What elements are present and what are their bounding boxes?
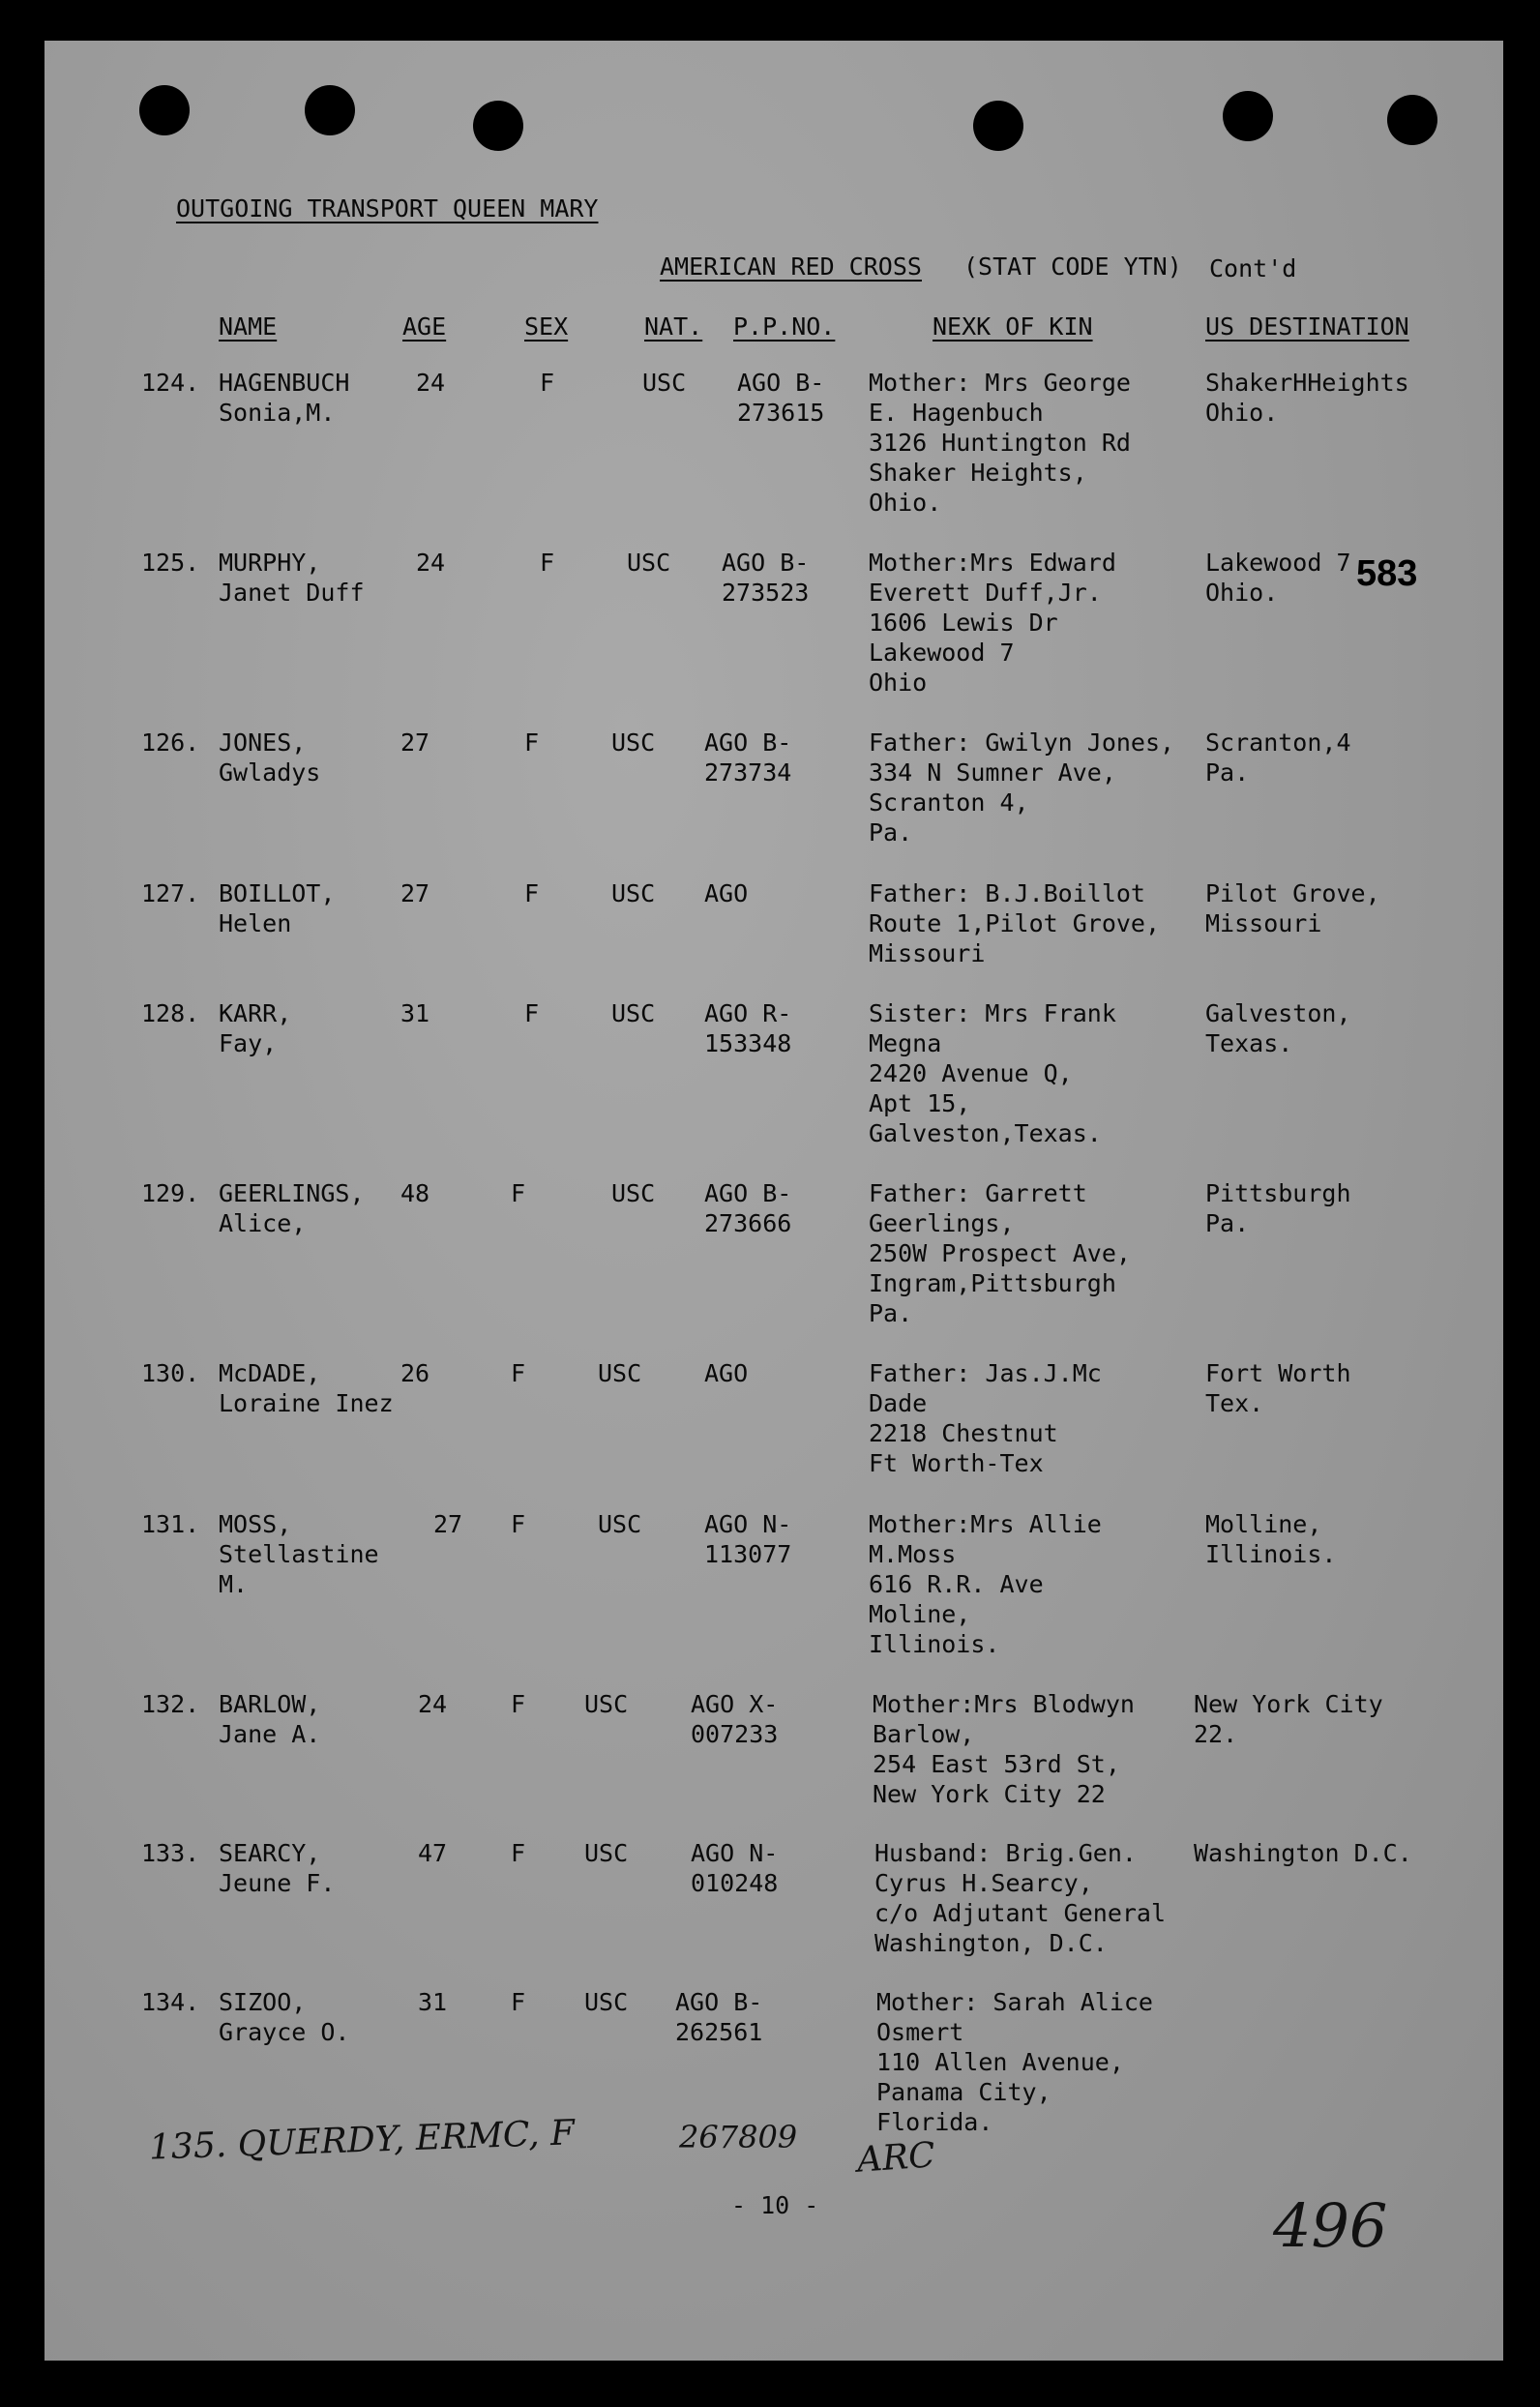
destination: ShakerHHeights Ohio. <box>1205 369 1409 427</box>
punch-hole <box>473 101 523 151</box>
next-of-kin: Mother:Mrs Edward Everett Duff,Jr. 1606 Lewis Dr Lakewood 7 Ohio <box>869 549 1116 697</box>
column-header-pp: P.P.NO. <box>733 312 836 341</box>
passenger-name: SEARCY, Jeune F. <box>219 1839 336 1897</box>
passenger-age: 31 <box>418 1988 448 2016</box>
row-number: 124. <box>141 369 200 397</box>
passport-number: AGO B- 273666 <box>704 1179 792 1237</box>
passenger-nationality: USC <box>598 1359 642 1387</box>
row-number: 128. <box>141 999 200 1027</box>
handwritten-arc: ARC <box>855 2135 936 2181</box>
column-header-kin: NEXK OF KIN <box>933 312 1093 341</box>
destination: Molline, Illinois. <box>1205 1510 1337 1568</box>
row-number: 131. <box>141 1510 200 1538</box>
next-of-kin: Father: Garrett Geerlings, 250W Prospect Ave, Ingram,Pittsburgh Pa. <box>869 1179 1131 1327</box>
handwritten-number: 267809 <box>679 2119 798 2155</box>
row-number: 134. <box>141 1988 200 2016</box>
destination: Fort Worth Tex. <box>1205 1359 1351 1417</box>
passenger-sex: F <box>511 1179 526 1207</box>
passenger-name: BARLOW, Jane A. <box>219 1690 321 1748</box>
passenger-age: 26 <box>400 1359 430 1387</box>
row-number: 126. <box>141 728 200 757</box>
passenger-sex: F <box>524 728 540 757</box>
next-of-kin: Sister: Mrs Frank Megna 2420 Avenue Q, Apt 15, Galveston,Texas. <box>869 999 1116 1147</box>
next-of-kin: Husband: Brig.Gen. Cyrus H.Searcy, c/o Adjutant General Washington, D.C. <box>874 1839 1167 1957</box>
passenger-age: 24 <box>418 1690 448 1718</box>
passenger-sex: F <box>524 999 540 1027</box>
passenger-sex: F <box>511 1359 526 1387</box>
next-of-kin: Mother: Sarah Alice Osmert 110 Allen Avenue, Panama City, Florida. <box>876 1988 1153 2136</box>
passport-number: AGO N- 010248 <box>691 1839 779 1897</box>
passenger-age: 31 <box>400 999 430 1027</box>
passenger-name: JONES, Gwladys <box>219 728 321 787</box>
passenger-nationality: USC <box>584 1839 629 1867</box>
passenger-name: BOILLOT, Helen <box>219 879 336 937</box>
passenger-nationality: USC <box>611 1179 656 1207</box>
punch-hole <box>1387 95 1437 145</box>
passenger-sex: F <box>524 879 540 907</box>
column-header-name: NAME <box>219 312 278 341</box>
passenger-age: 48 <box>400 1179 430 1207</box>
next-of-kin: Father: Jas.J.Mc Dade 2218 Chestnut Ft Worth-Tex <box>869 1359 1102 1477</box>
passenger-age: 24 <box>416 369 446 397</box>
passenger-sex: F <box>511 1988 526 2016</box>
punch-hole <box>305 85 355 135</box>
destination: Pilot Grove, Missouri <box>1205 879 1380 937</box>
row-number: 130. <box>141 1359 200 1387</box>
passenger-sex: F <box>540 549 555 577</box>
passenger-nationality: USC <box>627 549 671 577</box>
passenger-nationality: USC <box>611 728 656 757</box>
passenger-nationality: USC <box>598 1510 642 1538</box>
continued-label: Cont'd <box>1209 254 1297 282</box>
handwritten-folio-number: 496 <box>1273 2190 1388 2261</box>
passenger-age: 24 <box>416 549 446 577</box>
passport-number: AGO N- 113077 <box>704 1510 792 1568</box>
passenger-age: 47 <box>418 1839 448 1867</box>
page-number: - 10 - <box>731 2191 819 2219</box>
row-number: 132. <box>141 1690 200 1718</box>
next-of-kin: Father: Gwilyn Jones, 334 N Sumner Ave, Scranton 4, Pa. <box>869 728 1175 847</box>
passenger-sex: F <box>511 1839 526 1867</box>
destination: Pittsburgh Pa. <box>1205 1179 1351 1237</box>
next-of-kin: Mother:Mrs Allie M.Moss 616 R.R. Ave Moline, Illinois. <box>869 1510 1102 1658</box>
passport-number: AGO B- 273734 <box>704 728 792 787</box>
destination: Lakewood 7 Ohio. <box>1205 549 1351 607</box>
passenger-nationality: USC <box>584 1690 629 1718</box>
passenger-name: SIZOO, Grayce O. <box>219 1988 350 2046</box>
organization-name: AMERICAN RED CROSS <box>660 253 922 281</box>
passenger-nationality: USC <box>584 1988 629 2016</box>
destination: Scranton,4 Pa. <box>1205 728 1351 787</box>
passenger-sex: F <box>540 369 555 397</box>
document-page <box>44 41 1503 2361</box>
punch-hole <box>139 85 190 135</box>
passport-number: AGO B- 262561 <box>675 1988 763 2046</box>
next-of-kin: Father: B.J.Boillot Route 1,Pilot Grove, Missouri <box>869 879 1161 967</box>
passenger-nationality: USC <box>611 879 656 907</box>
passenger-name: MOSS, Stellastine M. <box>219 1510 379 1598</box>
passenger-sex: F <box>511 1510 526 1538</box>
passport-number: AGO R- 153348 <box>704 999 792 1057</box>
punch-hole <box>1223 91 1273 141</box>
handwritten-entry: 135. QUERDY, ERMC, F <box>148 2113 576 2168</box>
row-number: 127. <box>141 879 200 907</box>
passenger-name: HAGENBUCH Sonia,M. <box>219 369 350 427</box>
row-number: 129. <box>141 1179 200 1207</box>
column-header-age: AGE <box>402 312 447 341</box>
passport-number: AGO <box>704 879 749 907</box>
passport-number: AGO B- 273615 <box>737 369 825 427</box>
destination: Washington D.C. <box>1194 1839 1412 1867</box>
passenger-age: 27 <box>400 728 430 757</box>
destination: New York City 22. <box>1194 1690 1383 1748</box>
passport-number: AGO B- 273523 <box>722 549 810 607</box>
next-of-kin: Mother:Mrs Blodwyn Barlow, 254 East 53rd St, New York City 22 <box>873 1690 1135 1808</box>
column-header-destination: US DESTINATION <box>1205 312 1409 341</box>
passenger-name: McDADE, Loraine Inez <box>219 1359 394 1417</box>
passenger-name: GEERLINGS, Alice, <box>219 1179 365 1237</box>
stamp-number: 583 <box>1356 553 1418 594</box>
row-number: 125. <box>141 549 200 577</box>
passenger-nationality: USC <box>642 369 687 397</box>
column-header-sex: SEX <box>524 312 569 341</box>
destination: Galveston, Texas. <box>1205 999 1351 1057</box>
passenger-name: KARR, Fay, <box>219 999 292 1057</box>
passport-number: AGO X- 007233 <box>691 1690 779 1748</box>
passenger-age: 27 <box>433 1510 463 1538</box>
row-number: 133. <box>141 1839 200 1867</box>
punch-hole <box>973 101 1023 151</box>
passenger-sex: F <box>511 1690 526 1718</box>
passenger-nationality: USC <box>611 999 656 1027</box>
document-title: OUTGOING TRANSPORT QUEEN MARY <box>176 194 599 223</box>
passenger-name: MURPHY, Janet Duff <box>219 549 365 607</box>
next-of-kin: Mother: Mrs George E. Hagenbuch 3126 Huntington Rd Shaker Heights, Ohio. <box>869 369 1131 517</box>
passport-number: AGO <box>704 1359 749 1387</box>
passenger-age: 27 <box>400 879 430 907</box>
stat-code: (STAT CODE YTN) <box>963 253 1182 281</box>
column-header-nat: NAT. <box>644 312 703 341</box>
